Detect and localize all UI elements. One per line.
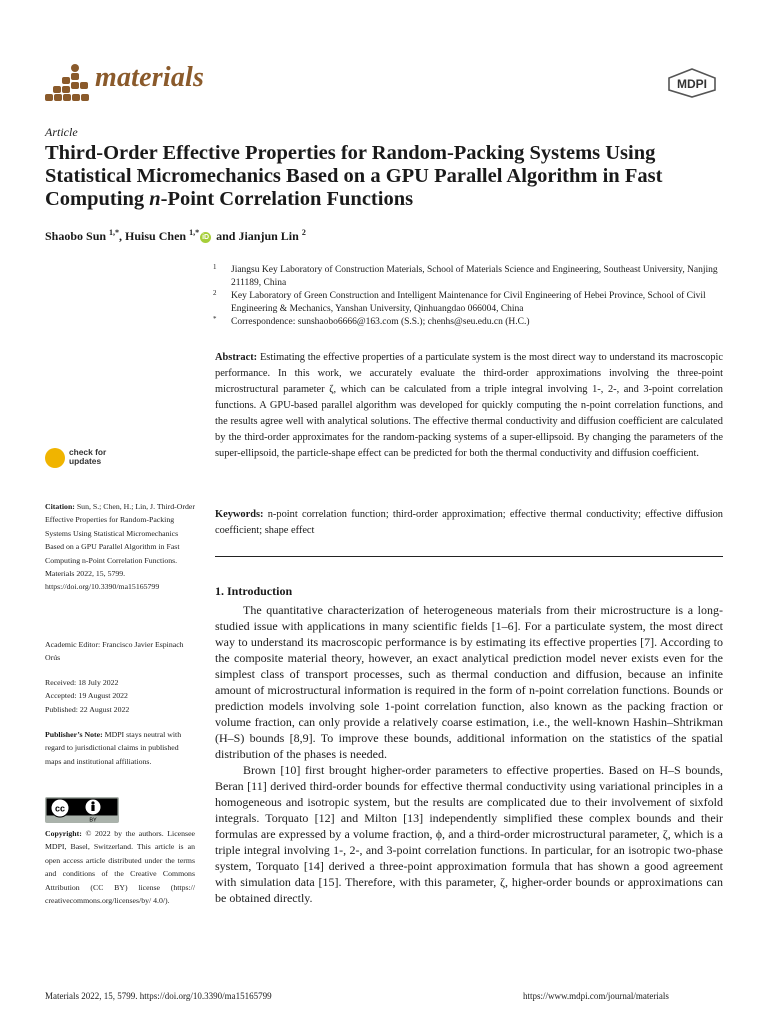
affiliation-text: Key Laboratory of Green Construction and Intelligent Maintenance for Civil Engineering of Hebei Province, School of Civil Engineering & Mechanics, Yanshan University, Qinhuangdao 066004, China bbox=[231, 291, 706, 314]
affiliations bbox=[213, 264, 728, 329]
copyright-label: Copyright: bbox=[45, 829, 82, 838]
journal-name: materials bbox=[95, 62, 205, 93]
author-affil-mark: 1,* bbox=[189, 228, 200, 237]
keywords-text: n-point correlation function; third-order approximation; effective thermal conductivity; effective diffusion coefficient; shape effect bbox=[215, 509, 723, 536]
introduction-body bbox=[215, 602, 723, 906]
author-affil-mark: 1,* bbox=[109, 228, 120, 237]
author-affil-mark: 2 bbox=[301, 228, 306, 237]
abstract-text: Estimating the effective properties of a particulate system is the most direct way to understand its macroscopic performance. In this work, we accurately evaluate the third-order approximations involving the three-point microstructural parameter ζ, which can be calculated from a triple integral involving 1-, 2-, and 3-point correlation functions. A GPU-based parallel algorithm was developed for quickly computing the n-point correlation functions, and the results agree well with analytical solutions. The effective thermal conductivity and diffusion coefficient are calculated by the third-order approximates for the random-packing systems of a super-ellipsoid. By changing the parameters of the super-ellipsoid, the particle-shape effect can be predicted for both the thermal conductivity and diffusion coefficient. bbox=[215, 352, 723, 459]
publisher-note-text: MDPI stays neutral with regard to jurisdictional claims in published maps and institutional affiliations. bbox=[45, 730, 182, 766]
correspondence-text: Correspondence: sunshaobo6666@163.com (S.S.); chenhs@seu.edu.cn (H.C.) bbox=[231, 317, 530, 327]
citation-label: Citation: bbox=[45, 502, 75, 511]
academic-editor: Academic Editor: Francisco Javier Espinach Orús bbox=[45, 640, 184, 663]
footer-citation: Materials 2022, 15, 5799. https://doi.org/10.3390/ma15165799 bbox=[45, 991, 272, 1001]
abstract-label: Abstract: bbox=[215, 352, 258, 363]
keywords bbox=[215, 507, 723, 539]
publication-dates bbox=[45, 676, 195, 716]
orcid-icon[interactable]: iD bbox=[202, 234, 210, 241]
publisher-note-label: Publisher’s Note: bbox=[45, 730, 103, 739]
affiliation-mark: 1 bbox=[213, 263, 217, 271]
journal-logo-icon bbox=[45, 62, 89, 102]
received-date: Received: 18 July 2022 bbox=[45, 678, 119, 687]
keywords-label: Keywords: bbox=[215, 509, 264, 520]
cc-by-license-icon[interactable] bbox=[45, 797, 119, 823]
check-updates-line: check for bbox=[69, 447, 107, 457]
affiliation-item bbox=[213, 264, 728, 290]
mdpi-logo bbox=[667, 68, 717, 98]
publisher-note bbox=[45, 728, 195, 768]
cc-by-label: BY bbox=[89, 817, 97, 823]
author-separator: , bbox=[119, 229, 123, 243]
body-paragraph: The quantitative characterization of heterogeneous materials from their microstructure is a long-studied issue with applications in many scientific fields [1–6]. For a particulate system, the most direct way to understand its macroscopic performance is by estimating its effective properties [7]. According to the composite material theory, however, an exact analytical prediction model never exists even for the simplest class of transport processes, such as thermal conduction and diffusion, because an infinite amount of microstructural information is required in the form of n-point correlation functions. Bounds or prediction models involving sole 1-point correlation function, also known as the packing fraction or volume fraction, can only provide a relatively coarse estimation, i.e., the well-known Hashin–Shtrikman (H–S) bounds [8,9]. To improve these bounds, additional information on the statistics of the spatial distribution of the phases is needed. bbox=[215, 603, 723, 761]
svg-text:cc: cc bbox=[54, 803, 66, 814]
copyright-text: © 2022 by the authors. Licensee MDPI, Basel, Switzerland. This article is an open access article distributed under the terms and conditions of the Creative Commons Attribution (CC BY) license (https:// creativecommons.org/licenses/by/ 4.0/). bbox=[45, 829, 195, 906]
affiliation-text: Jiangsu Key Laboratory of Construction Materials, School of Materials Science and Engineering, Southeast University, Nanjing 211189, China bbox=[231, 265, 718, 288]
published-date: Published: 22 August 2022 bbox=[45, 704, 130, 714]
citation-text: Sun, S.; Chen, H.; Lin, J. Third-Order Effective Properties for Random-Packing Systems Using Statistical Micromechanics Based on a GPU Parallel Algorithm in Fast Computing n-Point Correlation Functions. Materials 2022, 15, 5799. https://doi.org/10.3390/ma15165799 bbox=[45, 502, 195, 592]
citation-block bbox=[45, 500, 195, 594]
abstract bbox=[215, 350, 723, 462]
check-updates-icon bbox=[45, 448, 65, 468]
author-name[interactable]: Huisu Chen bbox=[125, 229, 187, 243]
article-type: Article bbox=[45, 125, 78, 139]
accepted-date: Accepted: 19 August 2022 bbox=[45, 691, 128, 701]
affiliation-item bbox=[213, 290, 728, 316]
author-separator: and bbox=[216, 229, 236, 243]
author-list bbox=[45, 228, 306, 244]
affiliation-mark: * bbox=[213, 315, 217, 323]
section-divider bbox=[215, 556, 723, 557]
correspondence bbox=[213, 316, 728, 329]
check-for-updates-button[interactable] bbox=[45, 448, 135, 468]
check-updates-line: updates bbox=[69, 456, 102, 466]
publisher-name: MDPI bbox=[677, 77, 707, 91]
section-heading: 1. Introduction bbox=[215, 584, 293, 598]
copyright-block bbox=[45, 827, 195, 907]
paper-title: Third-Order Effective Properties for Random-Packing Systems Using Statistical Micromechanics Based on a GPU Parallel Algorithm in Fast Computing n-Point Correlation Functions bbox=[45, 142, 663, 210]
affiliation-mark: 2 bbox=[213, 289, 217, 297]
body-paragraph: Brown [10] first brought higher-order parameters to effective properties. Based on H–S bounds, Beran [11] derived third-order bounds for effective thermal conductivity using variational principles in a homogeneous and isotropic system, but the results are complicated due to their involvement of sixfold integrals. Torquato [12] and Milton [13] independently simplified these complex bounds and their formulas are expressed by a volume fraction, ϕ, and a third-order microstructural parameter, ζ, which is a triple integral involving 1-, 2-, and 3-point correlation functions. In particular, for an isotropic two-phase system, Torquato [14] derived a three-point approximation formula that has shown a good agreement with simulation data [15]. Therefore, with this parameter, ζ, higher-order bounds or approximations can be obtained directly. bbox=[215, 763, 723, 905]
author-name[interactable]: Shaobo Sun bbox=[45, 229, 107, 243]
author-name[interactable]: Jianjun Lin bbox=[238, 229, 299, 243]
footer-journal-url[interactable]: https://www.mdpi.com/journal/materials bbox=[523, 991, 669, 1001]
